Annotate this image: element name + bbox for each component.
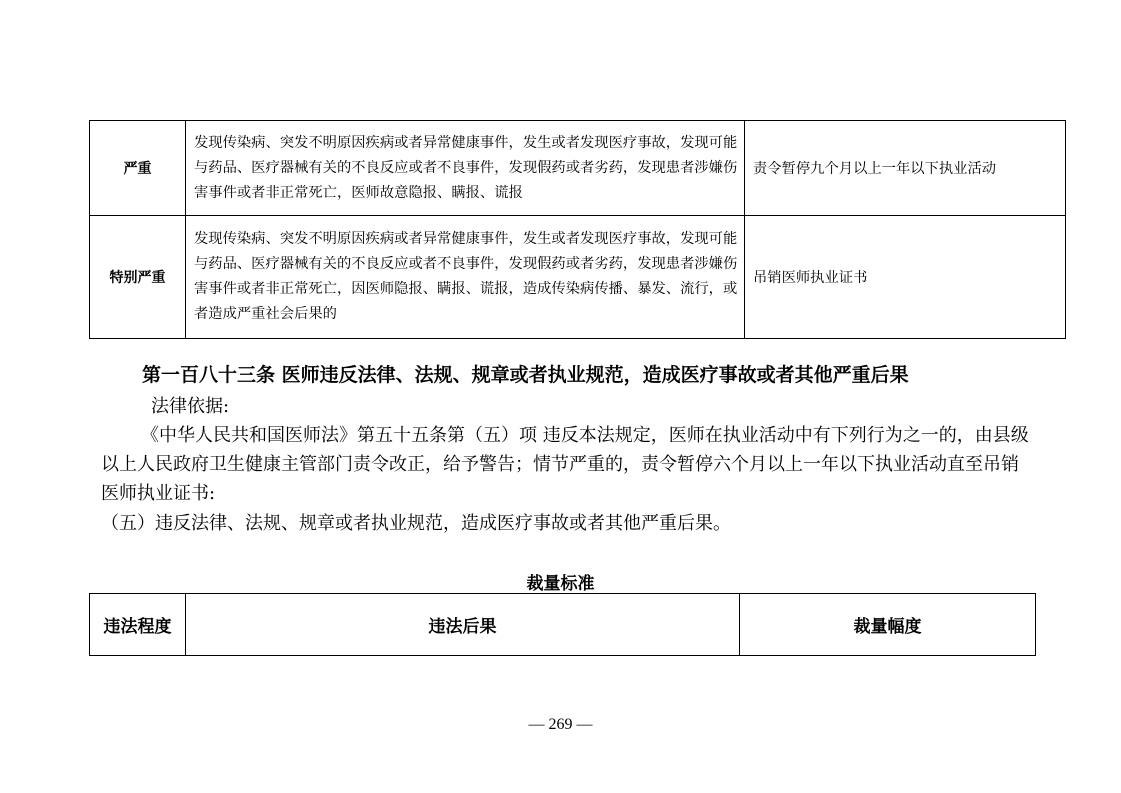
table-row <box>90 121 1066 216</box>
table-header-row <box>90 594 1036 656</box>
violation-consequence-cell: 发现传染病、突发不明原因疾病或者异常健康事件，发生或者发现医疗事故，发现可能与药品、医疗器械有关的不良反应或者不良事件，发现假药或者劣药，发现患者涉嫌伤害事件或者非正常死亡，因医师隐报、瞒报、谎报，造成传染病传播、暴发、流行，或者造成严重社会后果的 <box>186 216 745 339</box>
violation-consequence-cell: 发现传染病、突发不明原因疾病或者异常健康事件，发生或者发现医疗事故，发现可能与药品、医疗器械有关的不良反应或者不良事件，发现假药或者劣药，发现患者涉嫌伤害事件或者非正常死亡，医师故意隐报、瞒报、谎报 <box>186 121 745 216</box>
standard-title: 裁量标准 <box>526 574 595 594</box>
table-row <box>90 216 1066 339</box>
legal-clause: （五）违反法律、法规、规章或者执业规范，造成医疗事故或者其他严重后果。 <box>101 513 731 534</box>
violation-degree-cell: 严重 <box>90 121 186 216</box>
header-violation-consequence: 违法后果 <box>186 594 740 656</box>
violation-degree-cell: 特别严重 <box>90 216 186 339</box>
penalty-range-cell: 责令暂停九个月以上一年以下执业活动 <box>745 121 1066 216</box>
legal-basis-label: 法律依据: <box>151 396 230 417</box>
legal-basis-text: 《中华人民共和国医师法》第五十五条第（五）项 违反本法规定，医师在执业活动中有下列行为之一的，由县级以上人民政府卫生健康主管部门责令改正，给予警告；情节严重的，责令暂停六个月以上一年以下执业活动直至吊销医师执业证书: <box>101 425 1029 504</box>
penalty-range-cell: 吊销医师执业证书 <box>745 216 1066 339</box>
header-violation-degree: 违法程度 <box>90 594 186 656</box>
article-title: 第一百八十三条 医师违反法律、法规、规章或者执业规范，造成医疗事故或者其他严重后果 <box>142 364 909 386</box>
header-penalty-range: 裁量幅度 <box>740 594 1036 656</box>
discretion-standard-table <box>89 593 1036 656</box>
discretion-table-continued <box>89 120 1066 339</box>
page-number: — 269 — <box>528 716 593 733</box>
